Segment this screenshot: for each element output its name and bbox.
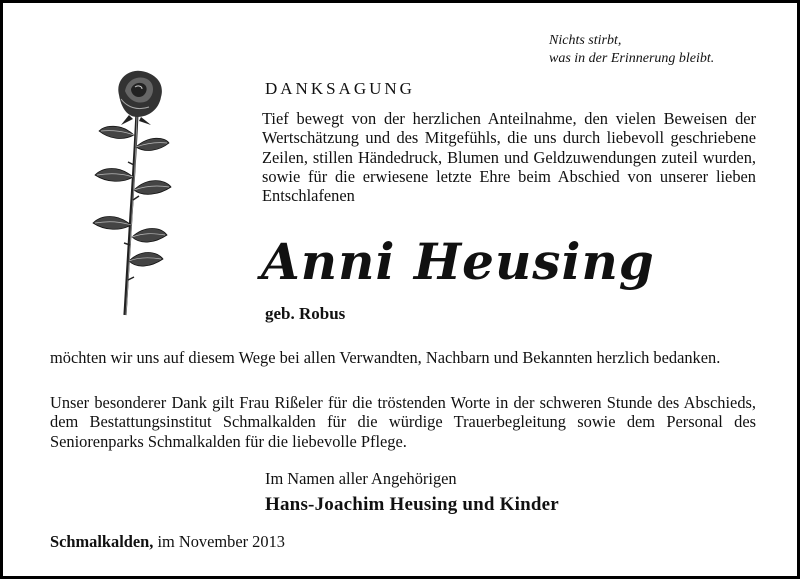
place-date (50, 532, 285, 552)
thanks-paragraph: möchten wir uns auf diesem Wege bei allen Verwandten, Nachbarn und Bekannten herzlich bedanken. (50, 348, 721, 367)
date: im November 2013 (157, 532, 285, 551)
maiden-name: geb. Robus (265, 304, 346, 323)
signature: Hans-Joachim Heusing und Kinder (265, 494, 559, 515)
closing-line: Im Namen aller Angehörigen (265, 469, 457, 488)
deceased-name: Anni Heusing (261, 232, 655, 291)
motto-line-1: Nichts stirbt, (549, 33, 622, 48)
motto (549, 32, 714, 68)
place: Schmalkalden, (50, 532, 154, 551)
intro-text: Tief bewegt von der herzlichen Anteilnahme, den vielen Beweisen der Wertschätzung und des Mitgefühls, die uns durch liebevoll geschriebene Zeilen, stillen Händedruck, Blumen und Geldzuwendungen zuteil wurden, sowie für die erwiesene letzte Ehre beim Abschied von unserer lieben Entschlafenen (262, 109, 756, 206)
special-thanks-paragraph: Unser besonderer Dank gilt Frau Rißeler für die tröstenden Worte in der schweren Stunde des Abschieds, dem Bestattungsinstitut Schmalkalden für die würdige Trauerbegleitung sowie dem Personal des Seniorenparks Schmalkalden für die liebevolle Pflege. (50, 393, 756, 451)
rose-icon (81, 65, 191, 327)
motto-line-2: was in der Erinnerung bleibt. (549, 51, 715, 66)
heading: DANKSAGUNG (265, 79, 415, 98)
